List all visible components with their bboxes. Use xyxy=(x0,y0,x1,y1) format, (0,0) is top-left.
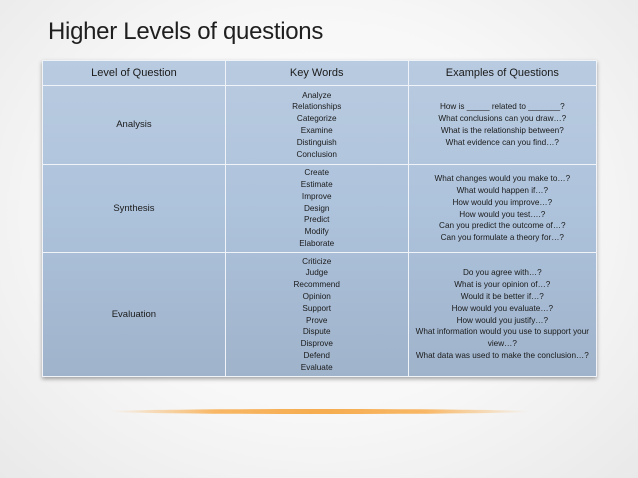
example-question: How would you improve…? xyxy=(452,197,553,207)
keyword: Categorize xyxy=(296,114,337,124)
table-row-evaluation xyxy=(43,253,597,377)
keyword: Conclusion xyxy=(296,149,337,159)
keyword: Modify xyxy=(304,227,329,237)
examples-cell xyxy=(408,86,596,165)
examples-cell xyxy=(408,253,596,377)
keyword: Dispute xyxy=(302,327,331,337)
keyword: Elaborate xyxy=(299,238,335,248)
example-question: What data was used to make the conclusion…? xyxy=(415,350,589,360)
keyword: Examine xyxy=(300,126,333,135)
level-cell: Evaluation xyxy=(43,253,226,377)
header-key-words: Key Words xyxy=(225,61,408,86)
keyword: Disprove xyxy=(300,339,333,349)
example-question: What evidence can you find…? xyxy=(445,137,559,147)
keyword: Design xyxy=(303,203,330,213)
header-level-of-question: Level of Question xyxy=(43,61,226,86)
questions-table-container xyxy=(42,60,597,377)
keyword: Opinion xyxy=(302,291,331,301)
decorative-glow-line xyxy=(110,409,530,414)
example-question: What would happen if…? xyxy=(456,185,549,195)
keyword: Judge xyxy=(305,268,328,278)
keyword: Predict xyxy=(303,215,330,225)
level-cell: Synthesis xyxy=(43,165,226,253)
example-question: What is the relationship between? xyxy=(440,126,564,135)
keyword: Estimate xyxy=(300,180,333,189)
keyword: Evaluate xyxy=(300,362,333,372)
example-question: Can you predict the outcome of…? xyxy=(439,221,566,231)
keyword: Relationships xyxy=(292,102,342,112)
keyword: Recommend xyxy=(293,280,340,290)
example-question: How would you justify…? xyxy=(456,315,549,325)
example-question: How would you test….? xyxy=(459,209,546,219)
example-question: How is _____ related to _______? xyxy=(439,102,565,112)
example-question: What conclusions can you draw…? xyxy=(438,114,567,124)
example-question: What information would you use to support your xyxy=(415,327,590,337)
keyword: Criticize xyxy=(302,256,332,266)
keywords-cell xyxy=(225,253,408,377)
example-question: Would it be better if…? xyxy=(460,291,544,301)
table-header-row xyxy=(43,61,597,86)
keyword: Defend xyxy=(303,350,330,360)
keyword: Prove xyxy=(306,315,328,325)
slide-title: Higher Levels of questions xyxy=(48,18,324,45)
level-cell: Analysis xyxy=(43,86,226,165)
keyword: Analyze xyxy=(302,90,332,100)
example-question: view…? xyxy=(487,339,517,349)
example-question: Do you agree with…? xyxy=(462,268,542,278)
example-question: What changes would you make to…? xyxy=(434,174,571,184)
keyword: Distinguish xyxy=(296,137,337,147)
keyword: Improve xyxy=(301,191,332,201)
keyword: Create xyxy=(304,168,329,178)
keywords-cell xyxy=(225,86,408,165)
example-question: Can you formulate a theory for…? xyxy=(440,233,564,243)
table-row-synthesis xyxy=(43,165,597,253)
keywords-cell xyxy=(225,165,408,253)
example-question: What is your opinion of…? xyxy=(454,280,551,290)
examples-cell xyxy=(408,165,596,253)
header-examples-of-questions: Examples of Questions xyxy=(408,61,596,86)
example-question: How would you evaluate…? xyxy=(451,303,554,313)
keyword: Support xyxy=(302,303,332,313)
questions-table xyxy=(42,60,597,377)
table-row-analysis xyxy=(43,86,597,165)
